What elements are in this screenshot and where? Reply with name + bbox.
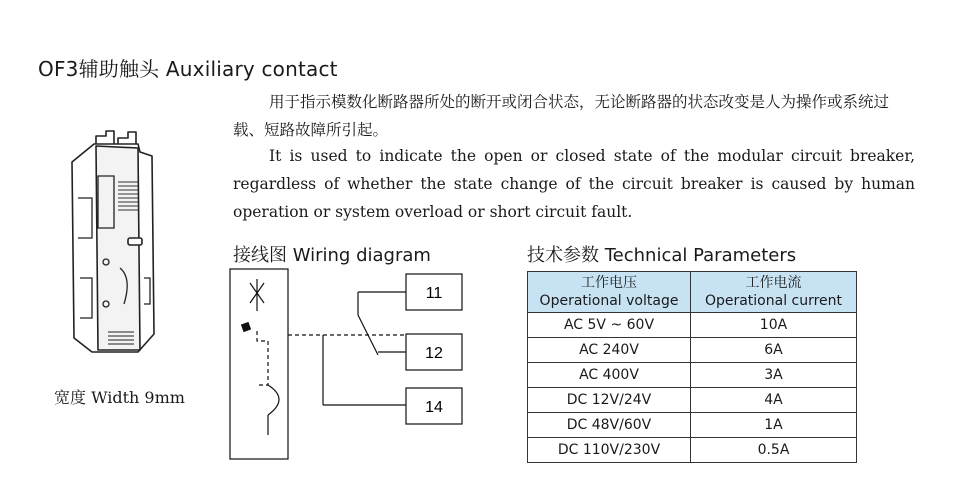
column-header-current-en: Operational current <box>704 293 843 309</box>
table-row <box>528 388 857 413</box>
current-cell: 10A <box>691 313 857 338</box>
table-row <box>528 413 857 438</box>
current-cell: 0.5A <box>691 438 857 463</box>
column-header-voltage-zh: 工作电压 <box>581 275 637 291</box>
table-row <box>528 338 857 363</box>
column-header-current <box>691 272 857 313</box>
table-row <box>528 363 857 388</box>
voltage-cell: DC 48V/60V <box>528 413 691 438</box>
column-header-current-zh: 工作电流 <box>745 275 802 291</box>
terminal-14-label: 14 <box>425 399 443 416</box>
column-header-voltage-en: Operational voltage <box>539 293 679 309</box>
voltage-cell: AC 5V ~ 60V <box>528 313 691 338</box>
column-header-voltage <box>528 272 691 313</box>
voltage-cell: DC 12V/24V <box>528 388 691 413</box>
table-row <box>528 438 857 463</box>
current-cell: 4A <box>691 388 857 413</box>
voltage-cell: AC 240V <box>528 338 691 363</box>
description-zh: 用于指示模数化断路器所处的断开或闭合状态，无论断路器的状态改变是人为操作或系统过载、短路故障所引起。 <box>233 93 890 139</box>
technical-parameters-heading: 技术参数 Technical Parameters <box>527 245 797 266</box>
current-cell: 1A <box>691 413 857 438</box>
breaker-outline <box>230 269 288 459</box>
table-header-row <box>528 272 857 313</box>
current-cell: 6A <box>691 338 857 363</box>
terminal-11-label: 11 <box>425 285 443 302</box>
terminal-12-label: 12 <box>425 345 443 362</box>
wiring-diagram <box>228 265 478 465</box>
current-cell: 3A <box>691 363 857 388</box>
technical-parameters-table <box>527 271 857 463</box>
width-label: 宽度 Width 9mm <box>54 388 185 407</box>
voltage-cell: DC 110V/230V <box>528 438 691 463</box>
description-en: It is used to indicate the open or closed state of the modular circuit breaker, regardless of whether the state change of the circuit breaker is caused by human operation or system overload or short circuit fault. <box>233 147 915 221</box>
page-title: OF3辅助触头 Auxiliary contact <box>38 57 338 81</box>
wiring-diagram-heading: 接线图 Wiring diagram <box>233 245 431 266</box>
voltage-cell: AC 400V <box>528 363 691 388</box>
auxiliary-contact-illustration <box>58 128 168 368</box>
table-row <box>528 313 857 338</box>
